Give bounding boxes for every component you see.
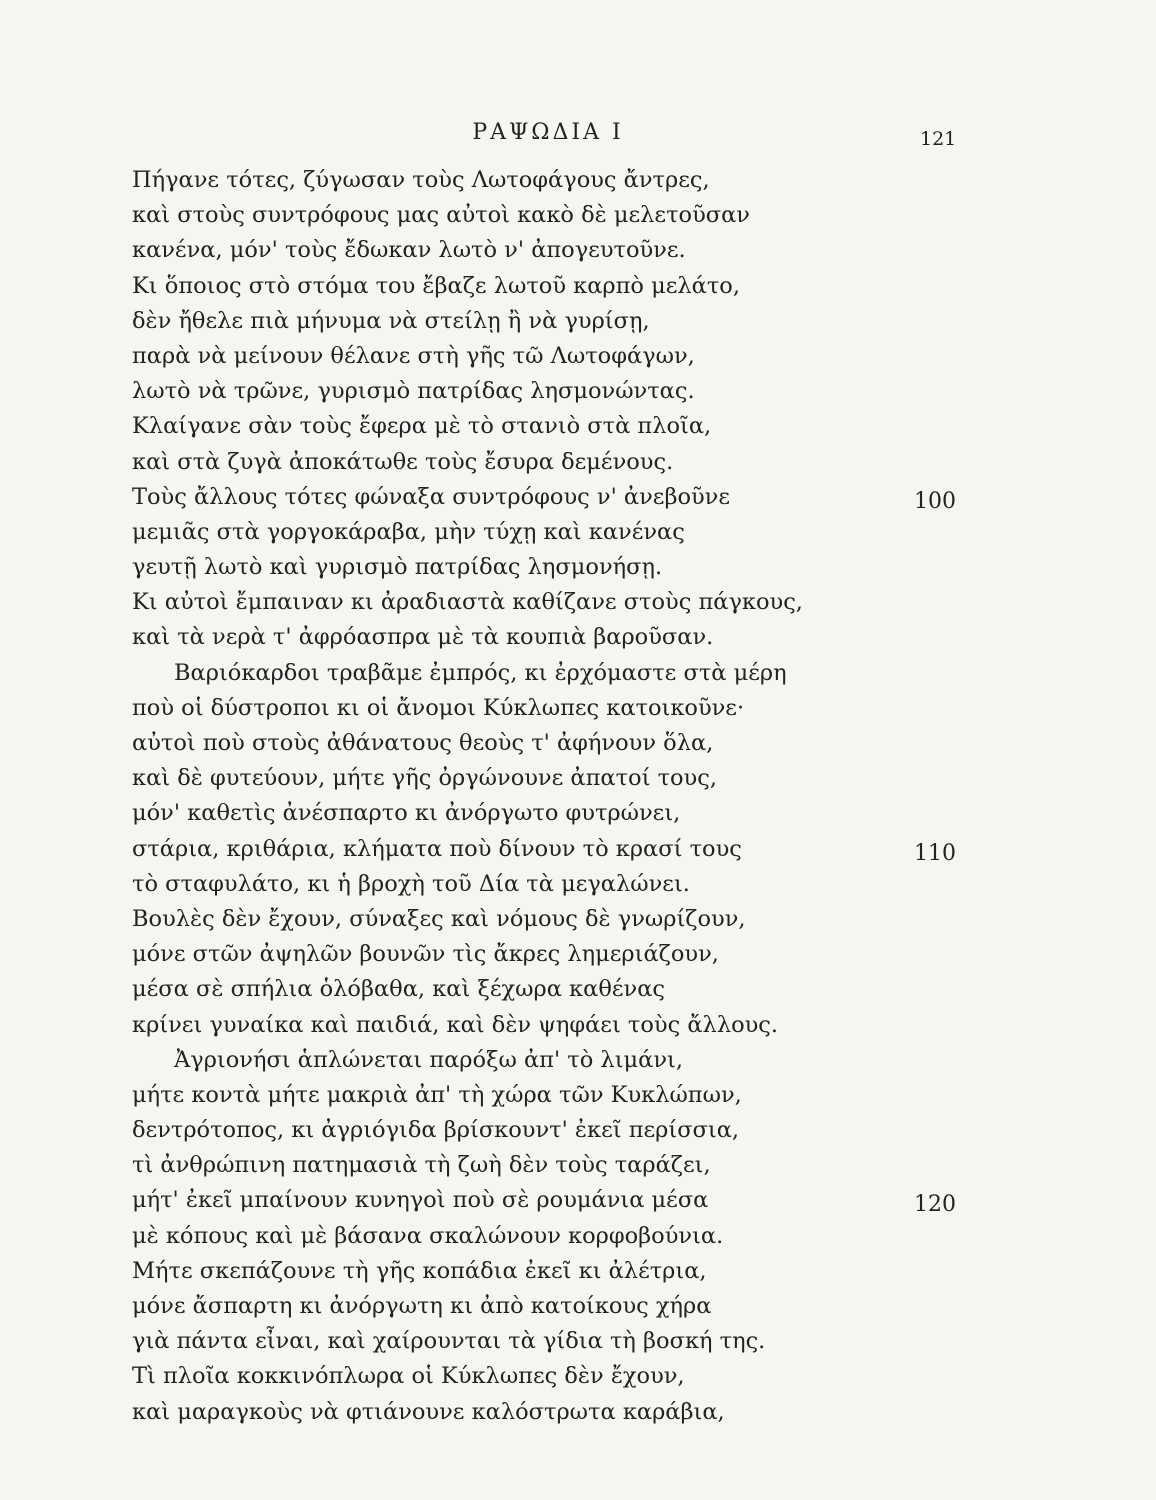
verse-line [132, 1324, 1092, 1359]
verse-line [132, 902, 1092, 937]
verse-line [132, 1008, 1092, 1043]
running-title: ΡΑΨΩΔΙΑ Ι [472, 120, 624, 145]
verse-text: μέσα σὲ σπήλια ὁλόβαθα, καὶ ξέχωρα καθένας [132, 976, 665, 1003]
verse-text: Βαριόκαρδοι τραβᾶμε ἐμπρός, κι ἐρχόμαστε στὰ μέρη [174, 659, 787, 686]
verse-line [132, 796, 1092, 831]
verse-line [132, 620, 1092, 655]
verse-text: καὶ στὰ ζυγὰ ἀποκάτωθε τοὺς ἔσυρα δεμένους. [132, 448, 674, 475]
verse-line [132, 972, 1092, 1007]
verse-line [132, 691, 1092, 726]
verse-text: Μήτε σκεπάζουνε τὴ γῆς κοπάδια ἐκεῖ κι ἀλέτρια, [132, 1257, 707, 1284]
verse-line [132, 1148, 1092, 1183]
verse-line [132, 585, 1092, 620]
verse-text: κρίνει γυναίκα καὶ παιδιά, καὶ δὲν ψηφάει τοὺς ἄλλους. [132, 1011, 779, 1038]
line-number: 110 [914, 840, 956, 866]
verse-text: Τοὺς ἄλλους τότες φώναξα συντρόφους ν' ἀνεβοῦνε [132, 483, 731, 510]
verse-text: μόνε στῶν ἀψηλῶν βουνῶν τὶς ἄκρες λημεριάζουν, [132, 941, 719, 968]
verse-text: Κι αὐτοὶ ἔμπαιναν κι ἀραδιαστὰ καθίζανε στοὺς πάγκους, [132, 589, 803, 616]
verse-line [132, 198, 1092, 233]
verse-line [132, 1043, 1092, 1078]
poem-text [132, 163, 1092, 1430]
verse-line [132, 1113, 1092, 1148]
line-number: 120 [914, 1192, 956, 1218]
verse-text: Ἀγριονήσι ἁπλώνεται παρόξω ἀπ' τὸ λιμάνι, [174, 1046, 683, 1073]
verse-text: Τὶ πλοῖα κοκκινόπλωρα οἱ Κύκλωπες δὲν ἔχουν, [132, 1363, 685, 1390]
verse-text: δὲν ἤθελε πιὰ μήνυμα νὰ στείλῃ ἢ νὰ γυρίσῃ, [132, 307, 650, 334]
verse-text: μόνε ἄσπαρτη κι ἀνόργωτη κι ἀπὸ κατοίκους χήρα [132, 1293, 712, 1319]
page-number: 121 [920, 128, 957, 150]
verse-line [132, 269, 1092, 304]
verse-text: λωτὸ νὰ τρῶνε, γυρισμὸ πατρίδας λησμονώντας. [132, 378, 695, 405]
verse-text: τὸ σταφυλάτο, κι ἡ βροχὴ τοῦ Δία τὰ μεγαλώνει. [132, 870, 690, 897]
verse-text: Πήγανε τότες, ζύγωσαν τοὺς Λωτοφάγους ἄντρες, [132, 167, 710, 193]
verse-text: καὶ δὲ φυτεύουν, μήτε γῆς ὀργώνουνε ἀπατοί τους, [132, 765, 717, 792]
verse-line [132, 233, 1092, 268]
verse-line [132, 1254, 1092, 1289]
verse-line [132, 515, 1092, 550]
verse-text: μήτ' ἐκεῖ μπαίνουν κυνηγοὶ ποὺ σὲ ρουμάνια μέσα [132, 1187, 709, 1214]
verse-text: Κι ὅποιος στὸ στόμα του ἔβαζε λωτοῦ καρπὸ μελάτο, [132, 272, 740, 299]
verse-text: καὶ στοὺς συντρόφους μας αὐτοὶ κακὸ δὲ μελετοῦσαν [132, 202, 750, 229]
verse-line [132, 1359, 1092, 1394]
verse-text: μόν' καθετὶς ἀνέσπαρτο κι ἀνόργωτο φυτρώνει, [132, 800, 681, 827]
verse-line [132, 1078, 1092, 1113]
verse-text: μεμιᾶς στὰ γοργοκάραβα, μὴν τύχῃ καὶ κανένας [132, 518, 685, 545]
page-header [0, 112, 1156, 152]
verse-line [132, 726, 1092, 761]
verse-line [132, 867, 1092, 902]
verse-line [132, 163, 1092, 198]
verse-text: Κλαίγανε σὰν τοὺς ἔφερα μὲ τὸ στανιὸ στὰ πλοῖα, [132, 413, 712, 440]
verse-text: αὐτοὶ ποὺ στοὺς ἀθάνατους θεοὺς τ' ἀφήνουν ὅλα, [132, 730, 714, 756]
verse-text: ποὺ οἱ δύστροποι κι οἱ ἄνομοι Κύκλωπες κατοικοῦνε· [132, 694, 745, 721]
verse-text: μήτε κοντὰ μήτε μακριὰ ἀπ' τὴ χώρα τῶν Κυκλώπων, [132, 1081, 742, 1108]
verse-text: γευτῇ λωτὸ καὶ γυρισμὸ πατρίδας λησμονήσῃ. [132, 554, 663, 581]
verse-line [132, 1219, 1092, 1254]
verse-line [132, 409, 1092, 444]
verse-text: Βουλὲς δὲν ἔχουν, σύναξες καὶ νόμους δὲ γνωρίζουν, [132, 905, 746, 932]
verse-line [132, 339, 1092, 374]
verse-line [132, 937, 1092, 972]
verse-text: δεντρότοπος, κι ἀγριόγιδα βρίσκουντ' ἐκεῖ περίσσια, [132, 1117, 740, 1144]
verse-line [132, 761, 1092, 796]
verse-line [132, 550, 1092, 585]
line-number: 100 [914, 488, 956, 514]
verse-line [132, 445, 1092, 480]
verse-line [132, 304, 1092, 339]
verse-line [132, 480, 1092, 515]
verse-text: κανένα, μόν' τοὺς ἔδωκαν λωτὸ ν' ἀπογευτοῦνε. [132, 237, 686, 264]
verse-text: μὲ κόπους καὶ μὲ βάσανα σκαλώνουν κορφοβούνια. [132, 1222, 724, 1249]
verse-line [132, 1289, 1092, 1324]
verse-text: παρὰ νὰ μείνουν θέλανε στὴ γῆς τῶ Λωτοφάγων, [132, 342, 695, 369]
verse-line [132, 1395, 1092, 1430]
verse-text: τὶ ἀνθρώπινη πατημασιὰ τὴ ζωὴ δὲν τοὺς ταράζει, [132, 1152, 711, 1179]
verse-line [132, 1183, 1092, 1218]
verse-text: στάρια, κριθάρια, κλήματα ποὺ δίνουν τὸ κρασί τους [132, 835, 742, 862]
verse-text: γιὰ πάντα εἶναι, καὶ χαίρουνται τὰ γίδια τὴ βοσκή της. [132, 1328, 766, 1355]
verse-line [132, 832, 1092, 867]
verse-line [132, 656, 1092, 691]
verse-text: καὶ τὰ νερὰ τ' ἀφρόασπρα μὲ τὰ κουπιὰ βαροῦσαν. [132, 624, 714, 651]
verse-line [132, 374, 1092, 409]
verse-text: καὶ μαραγκοὺς νὰ φτιάνουνε καλόστρωτα καράβια, [132, 1398, 725, 1425]
